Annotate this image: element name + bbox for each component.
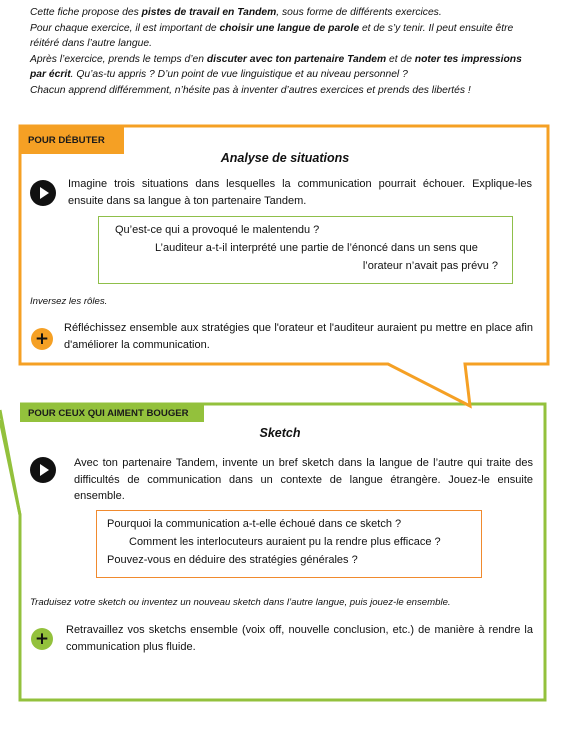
- plus-icon: +: [31, 328, 53, 350]
- question-line: Pourquoi la communication a-t-elle échoué dans ce sketch ?: [107, 518, 402, 530]
- section-tag-beginner: POUR DÉBUTER: [20, 126, 124, 154]
- intro-line-3: Après l’exercice, prends le temps d’en discuter avec ton partenaire Tandem et de noter tes impressions par écrit. Qu’as-tu appris ? D’un point de vue linguistique et au niveau personnel ?: [30, 53, 522, 80]
- green-bubble-tail: [0, 420, 20, 515]
- play-icon: [30, 180, 56, 206]
- section-title-sketch: Sketch: [259, 426, 301, 440]
- section1-note: Inversez les rôles.: [30, 296, 108, 307]
- section1-questions-box: [98, 216, 513, 284]
- section2-tip: Retravaillez vos sketchs ensemble (voix off, nouvelle conclusion, etc.) de manière à rendre la communication plus fluide.: [66, 624, 533, 653]
- section-tag-movers: POUR CEUX QUI AIMENT BOUGER: [20, 404, 204, 422]
- intro-line-2: Pour chaque exercice, il est important de choisir une langue de parole et de s’y tenir. Il peut ensuite être réitéré dans l’autre langue.: [30, 22, 514, 49]
- question-line: Comment les interlocuteurs auraient pu la rendre plus efficace ?: [129, 536, 441, 548]
- intro-line-1: Cette fiche propose des pistes de travail en Tandem, sous forme de différents exercices.: [30, 7, 442, 18]
- intro-line-4: Chacun apprend différemment, n’hésite pas à inventer d’autres exercices et prends des libertés !: [30, 84, 471, 96]
- plus-icon: +: [31, 628, 53, 650]
- question-line: L’auditeur a-t-il interprété une partie de l’énoncé dans un sens que: [155, 242, 478, 254]
- section2-questions-box: [96, 510, 482, 578]
- section-title-situations: Analyse de situations: [220, 151, 350, 165]
- section1-instructions: Imagine trois situations dans lesquelles la communication pourrait échouer. Explique-les ensuite dans sa langue à ton partenaire Tandem.: [68, 178, 532, 207]
- section2-note: Traduisez votre sketch ou inventez un nouveau sketch dans l’autre langue, puis jouez-le ensemble.: [30, 597, 451, 608]
- play-icon: [30, 457, 56, 483]
- section1-tip: Réfléchissez ensemble aux stratégies que l'orateur et l'auditeur auraient pu mettre en place afin d'améliorer la communication.: [64, 322, 533, 351]
- question-line: Qu’est-ce qui a provoqué le malentendu ?: [115, 224, 320, 236]
- question-line: l’orateur n’avait pas prévu ?: [362, 260, 498, 272]
- question-line: Pouvez-vous en déduire des stratégies générales ?: [107, 554, 358, 566]
- section2-instructions: Avec ton partenaire Tandem, invente un bref sketch dans la langue de l’autre qui traite des difficultés de communication dans un contexte de langue étrangère. Jouez-le ensuite ensemble.: [74, 457, 533, 502]
